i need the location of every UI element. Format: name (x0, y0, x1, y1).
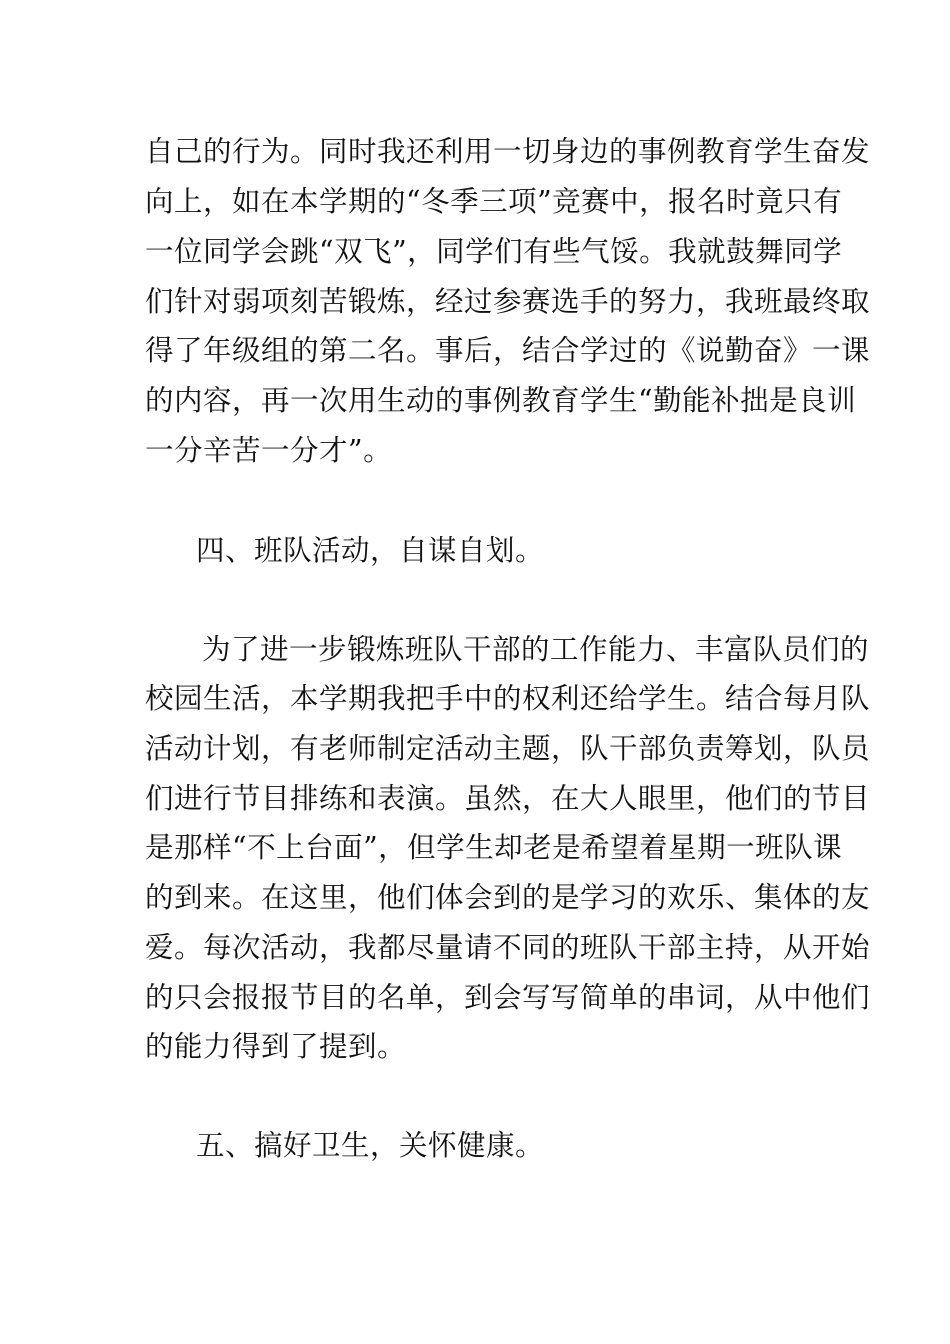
text-line: 的只会报报节目的名单，到会写写简单的串词，从中他们 (145, 981, 871, 1014)
text-line: 的到来。在这里，他们体会到的是学习的欢乐、集体的友 (145, 881, 871, 914)
text-line: 活动计划，有老师制定活动主题，队干部负责筹划，队员 (145, 732, 871, 765)
text-line: 为了进一步锻炼班队干部的工作能力、丰富队员们的 (202, 633, 870, 666)
text-line: 是那样“不上台面”，但学生却老是希望着星期一班队课 (145, 831, 843, 864)
text-line: 自己的行为。同时我还利用一切身边的事例教育学生奋发 (145, 135, 871, 168)
text-line: 的能力得到了提到。 (145, 1030, 407, 1063)
text-line: 一位同学会跳“双飞”，同学们有些气馁。我就鼓舞同学 (145, 235, 843, 268)
section-heading-5: 五、搞好卫生，关怀健康。 (196, 1129, 545, 1162)
text-line: 得了年级组的第二名。事后，结合学过的《说勤奋》一课 (145, 334, 871, 367)
text-line: 的内容，再一次用生动的事例教育学生“勤能补拙是良训 (145, 384, 857, 417)
text-line: 校园生活，本学期我把手中的权利还给学生。结合每月队 (145, 682, 871, 715)
text-line: 向上，如在本学期的“冬季三项”竞赛中，报名时竟只有 (145, 185, 843, 218)
text-line: 一分辛苦一分才”。 (145, 434, 393, 467)
text-line: 们针对弱项刻苦锻炼，经过参赛选手的努力，我班最终取 (145, 285, 871, 318)
text-line: 爱。每次活动，我都尽量请不同的班队干部主持，从开始 (145, 931, 871, 964)
text-line: 们进行节目排练和表演。虽然，在大人眼里，他们的节目 (145, 782, 871, 815)
section-heading-4: 四、班队活动，自谋自划。 (196, 534, 545, 567)
